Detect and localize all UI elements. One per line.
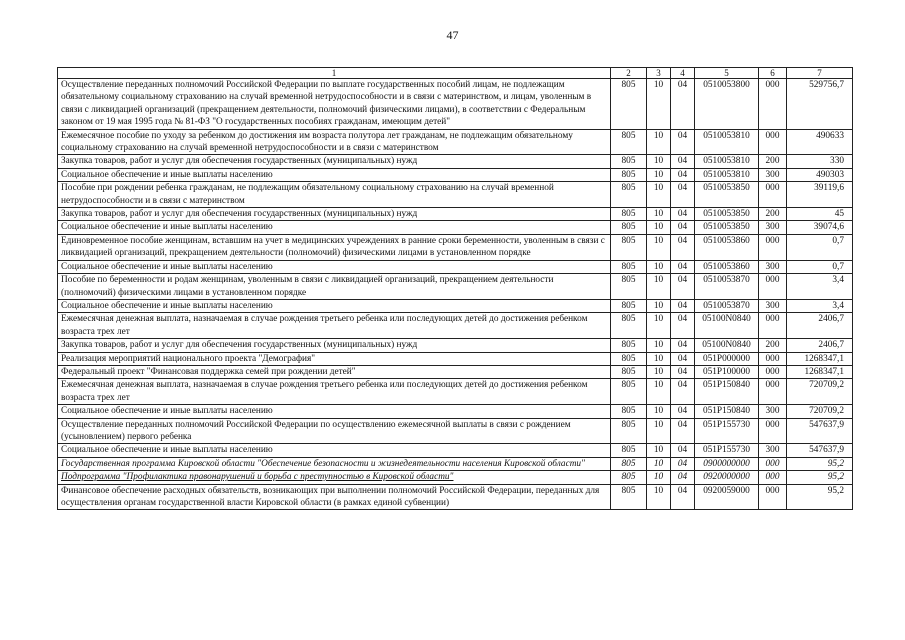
row-subsection-code: 04 [671, 444, 695, 457]
table-row [58, 208, 853, 221]
table-row [58, 379, 853, 405]
row-expense-type: 200 [759, 339, 787, 352]
row-ministry-code: 805 [611, 221, 647, 234]
table-row [58, 313, 853, 339]
column-header: 1 [58, 68, 611, 79]
row-expense-type: 300 [759, 405, 787, 418]
row-expense-type: 000 [759, 352, 787, 365]
row-amount: 2406,7 [787, 313, 853, 339]
row-expense-type: 000 [759, 457, 787, 470]
row-target-article: 0920059000 [695, 484, 759, 510]
row-amount: 0,7 [787, 260, 853, 273]
row-expense-type: 000 [759, 129, 787, 155]
row-subsection-code: 04 [671, 313, 695, 339]
row-ministry-code: 805 [611, 299, 647, 312]
row-expense-type: 200 [759, 155, 787, 168]
table-row [58, 155, 853, 168]
row-description: Осуществление переданных полномочий Российской Федерации по выплате государственных пособий лицам, не подлежащим обязательному социальному страхованию на случай временной нетрудоспособности и в связи с материнством, и лицам, уволенным в связи с ликвидацией организаций (прекращением деятельности, полномочий физическими лицами), в соответствии с Федеральным законом от 19 мая 1995 года № 81-ФЗ "О государственных пособиях гражданам, имеющим детей" [58, 79, 611, 130]
row-section-code: 10 [647, 208, 671, 221]
row-target-article: 0900000000 [695, 457, 759, 470]
row-section-code: 10 [647, 471, 671, 484]
table-row [58, 221, 853, 234]
row-ministry-code: 805 [611, 79, 647, 130]
row-expense-type: 300 [759, 260, 787, 273]
row-target-article: 0510053810 [695, 155, 759, 168]
row-target-article: 0510053870 [695, 299, 759, 312]
table-row [58, 484, 853, 510]
row-description: Ежемесячная денежная выплата, назначаемая в случае рождения третьего ребенка или последующих детей до достижения ребенком возраста трех лет [58, 313, 611, 339]
table-row [58, 444, 853, 457]
row-target-article: 051P150840 [695, 405, 759, 418]
row-amount: 1268347,1 [787, 365, 853, 378]
row-amount: 1268347,1 [787, 352, 853, 365]
row-subsection-code: 04 [671, 208, 695, 221]
row-description: Федеральный проект "Финансовая поддержка семей при рождении детей" [58, 365, 611, 378]
column-header: 7 [787, 68, 853, 79]
row-amount: 330 [787, 155, 853, 168]
row-description: Социальное обеспечение и иные выплаты населению [58, 299, 611, 312]
row-amount: 95,2 [787, 457, 853, 470]
row-subsection-code: 04 [671, 182, 695, 208]
row-ministry-code: 805 [611, 405, 647, 418]
row-subsection-code: 04 [671, 221, 695, 234]
row-ministry-code: 805 [611, 418, 647, 444]
row-expense-type: 300 [759, 444, 787, 457]
row-amount: 720709,2 [787, 379, 853, 405]
table-row [58, 299, 853, 312]
row-amount: 490303 [787, 168, 853, 181]
row-target-article: 0510053810 [695, 168, 759, 181]
row-subsection-code: 04 [671, 418, 695, 444]
row-ministry-code: 805 [611, 471, 647, 484]
row-description: Социальное обеспечение и иные выплаты населению [58, 168, 611, 181]
row-amount: 547637,9 [787, 444, 853, 457]
row-subsection-code: 04 [671, 365, 695, 378]
row-amount: 720709,2 [787, 405, 853, 418]
row-expense-type: 000 [759, 379, 787, 405]
row-description: Осуществление переданных полномочий Российской Федерации по осуществлению ежемесячной выплаты в связи с рождением (усыновлением) первого ребенка [58, 418, 611, 444]
row-ministry-code: 805 [611, 155, 647, 168]
row-subsection-code: 04 [671, 129, 695, 155]
row-ministry-code: 805 [611, 260, 647, 273]
row-ministry-code: 805 [611, 208, 647, 221]
table-row [58, 129, 853, 155]
row-ministry-code: 805 [611, 365, 647, 378]
page-number: 47 [446, 28, 459, 42]
row-expense-type: 300 [759, 299, 787, 312]
table-row [58, 457, 853, 470]
column-header: 5 [695, 68, 759, 79]
row-target-article: 0510053850 [695, 182, 759, 208]
row-ministry-code: 805 [611, 444, 647, 457]
row-section-code: 10 [647, 234, 671, 260]
row-section-code: 10 [647, 484, 671, 510]
row-amount: 2406,7 [787, 339, 853, 352]
table-row [58, 234, 853, 260]
row-target-article: 0920000000 [695, 471, 759, 484]
row-section-code: 10 [647, 182, 671, 208]
row-section-code: 10 [647, 365, 671, 378]
row-subsection-code: 04 [671, 274, 695, 300]
row-section-code: 10 [647, 339, 671, 352]
row-subsection-code: 04 [671, 484, 695, 510]
row-ministry-code: 805 [611, 313, 647, 339]
row-description: Социальное обеспечение и иные выплаты населению [58, 444, 611, 457]
row-expense-type: 000 [759, 79, 787, 130]
row-section-code: 10 [647, 299, 671, 312]
row-expense-type: 000 [759, 484, 787, 510]
row-expense-type: 000 [759, 274, 787, 300]
row-target-article: 05100N0840 [695, 313, 759, 339]
table-row [58, 418, 853, 444]
row-description: Ежемесячная денежная выплата, назначаемая в случае рождения третьего ребенка или последующих детей до достижения ребенком возраста трех лет [58, 379, 611, 405]
row-target-article: 0510053810 [695, 129, 759, 155]
table-row [58, 260, 853, 273]
row-amount: 3,4 [787, 274, 853, 300]
row-target-article: 0510053870 [695, 274, 759, 300]
row-description: Социальное обеспечение и иные выплаты населению [58, 221, 611, 234]
table-body [58, 79, 853, 510]
row-ministry-code: 805 [611, 457, 647, 470]
row-subsection-code: 04 [671, 299, 695, 312]
row-section-code: 10 [647, 457, 671, 470]
row-subsection-code: 04 [671, 168, 695, 181]
row-subsection-code: 04 [671, 339, 695, 352]
row-amount: 39074,6 [787, 221, 853, 234]
row-ministry-code: 805 [611, 484, 647, 510]
table-row [58, 168, 853, 181]
row-section-code: 10 [647, 379, 671, 405]
row-amount: 45 [787, 208, 853, 221]
row-description: Единовременное пособие женщинам, вставшим на учет в медицинских учреждениях в ранние сроки беременности, уволенным в связи с ликвидацией организаций, прекращением деятельности (полномочий) физическими лицами в установленном порядке [58, 234, 611, 260]
row-target-article: 051P155730 [695, 444, 759, 457]
row-section-code: 10 [647, 405, 671, 418]
row-subsection-code: 04 [671, 379, 695, 405]
row-expense-type: 300 [759, 221, 787, 234]
row-description: Ежемесячное пособие по уходу за ребенком до достижения им возраста полутора лет гражданам, не подлежащим обязательному социальному страхованию на случай временной нетрудоспособности и в связи с материнством [58, 129, 611, 155]
row-description: Пособие по беременности и родам женщинам, уволенным в связи с ликвидацией организаций, прекращением деятельности (полномочий) физическими лицами в установленном порядке [58, 274, 611, 300]
row-subsection-code: 04 [671, 405, 695, 418]
row-expense-type: 200 [759, 208, 787, 221]
row-description: Закупка товаров, работ и услуг для обеспечения государственных (муниципальных) нужд [58, 208, 611, 221]
table-row [58, 274, 853, 300]
row-section-code: 10 [647, 260, 671, 273]
row-ministry-code: 805 [611, 234, 647, 260]
table-row [58, 79, 853, 130]
column-header: 3 [647, 68, 671, 79]
row-target-article: 051P150840 [695, 379, 759, 405]
row-section-code: 10 [647, 79, 671, 130]
row-description: Государственная программа Кировской области "Обеспечение безопасности и жизнедеятельности населения Кировской области" [58, 457, 611, 470]
table-row [58, 352, 853, 365]
row-subsection-code: 04 [671, 234, 695, 260]
row-target-article: 0510053800 [695, 79, 759, 130]
row-expense-type: 000 [759, 313, 787, 339]
row-expense-type: 000 [759, 182, 787, 208]
row-expense-type: 000 [759, 471, 787, 484]
row-subsection-code: 04 [671, 457, 695, 470]
row-expense-type: 000 [759, 418, 787, 444]
row-description: Закупка товаров, работ и услуг для обеспечения государственных (муниципальных) нужд [58, 155, 611, 168]
table-row [58, 365, 853, 378]
row-section-code: 10 [647, 274, 671, 300]
row-target-article: 051P100000 [695, 365, 759, 378]
row-section-code: 10 [647, 221, 671, 234]
row-section-code: 10 [647, 168, 671, 181]
row-amount: 547637,9 [787, 418, 853, 444]
row-description: Социальное обеспечение и иные выплаты населению [58, 405, 611, 418]
table-row [58, 405, 853, 418]
table-row [58, 182, 853, 208]
row-amount: 39119,6 [787, 182, 853, 208]
table-row [58, 339, 853, 352]
row-amount: 490633 [787, 129, 853, 155]
row-target-article: 051P155730 [695, 418, 759, 444]
row-description: Закупка товаров, работ и услуг для обеспечения государственных (муниципальных) нужд [58, 339, 611, 352]
row-target-article: 0510053850 [695, 208, 759, 221]
column-header: 4 [671, 68, 695, 79]
table-header-row [58, 68, 853, 79]
row-amount: 3,4 [787, 299, 853, 312]
row-expense-type: 300 [759, 168, 787, 181]
row-ministry-code: 805 [611, 168, 647, 181]
row-ministry-code: 805 [611, 379, 647, 405]
row-description: Подпрограмма "Профилактика правонарушений и борьба с преступностью в Кировской области" [58, 471, 611, 484]
row-amount: 529756,7 [787, 79, 853, 130]
column-header: 2 [611, 68, 647, 79]
row-subsection-code: 04 [671, 155, 695, 168]
row-section-code: 10 [647, 418, 671, 444]
row-target-article: 0510053860 [695, 260, 759, 273]
row-target-article: 0510053850 [695, 221, 759, 234]
row-description: Пособие при рождении ребенка гражданам, не подлежащим обязательному социальному страхованию на случай временной нетрудоспособности и в связи с материнством [58, 182, 611, 208]
row-ministry-code: 805 [611, 274, 647, 300]
row-target-article: 05100N0840 [695, 339, 759, 352]
row-ministry-code: 805 [611, 352, 647, 365]
row-amount: 0,7 [787, 234, 853, 260]
row-expense-type: 000 [759, 365, 787, 378]
row-subsection-code: 04 [671, 79, 695, 130]
row-subsection-code: 04 [671, 260, 695, 273]
row-target-article: 0510053860 [695, 234, 759, 260]
row-section-code: 10 [647, 313, 671, 339]
row-description: Социальное обеспечение и иные выплаты населению [58, 260, 611, 273]
row-amount: 95,2 [787, 471, 853, 484]
row-target-article: 051P000000 [695, 352, 759, 365]
row-section-code: 10 [647, 155, 671, 168]
row-section-code: 10 [647, 352, 671, 365]
row-section-code: 10 [647, 444, 671, 457]
row-expense-type: 000 [759, 234, 787, 260]
row-description: Финансовое обеспечение расходных обязательств, возникающих при выполнении полномочий Российской Федерации, переданных для осуществления органам государственной власти Кировской области (в рамках единой субвенции) [58, 484, 611, 510]
table-row [58, 471, 853, 484]
row-ministry-code: 805 [611, 182, 647, 208]
row-description: Реализация мероприятий национального проекта "Демография" [58, 352, 611, 365]
row-ministry-code: 805 [611, 339, 647, 352]
column-header: 6 [759, 68, 787, 79]
row-subsection-code: 04 [671, 471, 695, 484]
row-section-code: 10 [647, 129, 671, 155]
budget-table [57, 67, 853, 510]
row-ministry-code: 805 [611, 129, 647, 155]
row-amount: 95,2 [787, 484, 853, 510]
row-subsection-code: 04 [671, 352, 695, 365]
